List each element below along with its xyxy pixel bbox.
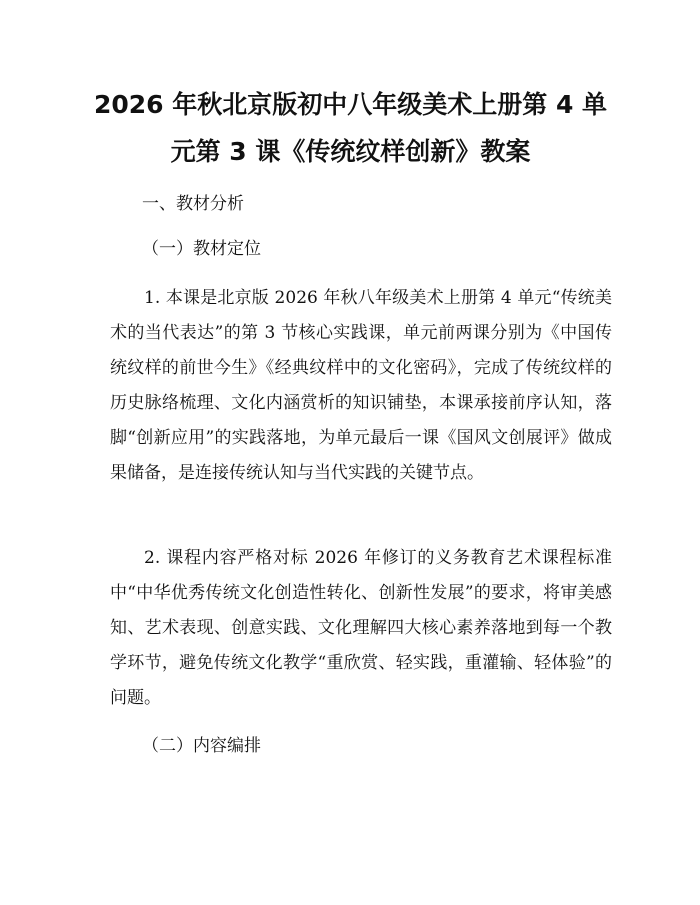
document-title-line-2: 元第 3 课《传统纹样创新》教案 <box>170 137 531 166</box>
subsection-heading-textbook-positioning: （一）教材定位 <box>142 239 261 259</box>
document-title-line-1: 2026 年秋北京版初中八年级美术上册第 4 单 <box>93 90 608 119</box>
subsection-heading-content-arrangement: （二）内容编排 <box>142 736 261 756</box>
section-heading-textbook-analysis: 一、教材分析 <box>142 194 244 214</box>
paragraph-1: 1. 本课是北京版 2026 年秋八年级美术上册第 4 单元“传统美术的当代表达”的第 3 节核心实践课，单元前两课分别为《中国传统纹样的前世今生》《经典纹样中的文化密码》，完成了传统纹样的历史脉络梳理、文化内涵赏析的知识铺垫，本课承接前序认知，落脚“创新应用”的实践落地，为单元最后一课《国风文创展评》做成果储备，是连接传统认知与当代实践的关键节点。 <box>110 288 612 483</box>
paragraph-2: 2. 课程内容严格对标 2026 年修订的义务教育艺术课程标准中“中华优秀传统文化创造性转化、创新性发展”的要求，将审美感知、艺术表现、创意实践、文化理解四大核心素养落地到每一个教学环节，避免传统文化教学“重欣赏、轻实践，重灌输、轻体验”的问题。 <box>110 548 612 708</box>
